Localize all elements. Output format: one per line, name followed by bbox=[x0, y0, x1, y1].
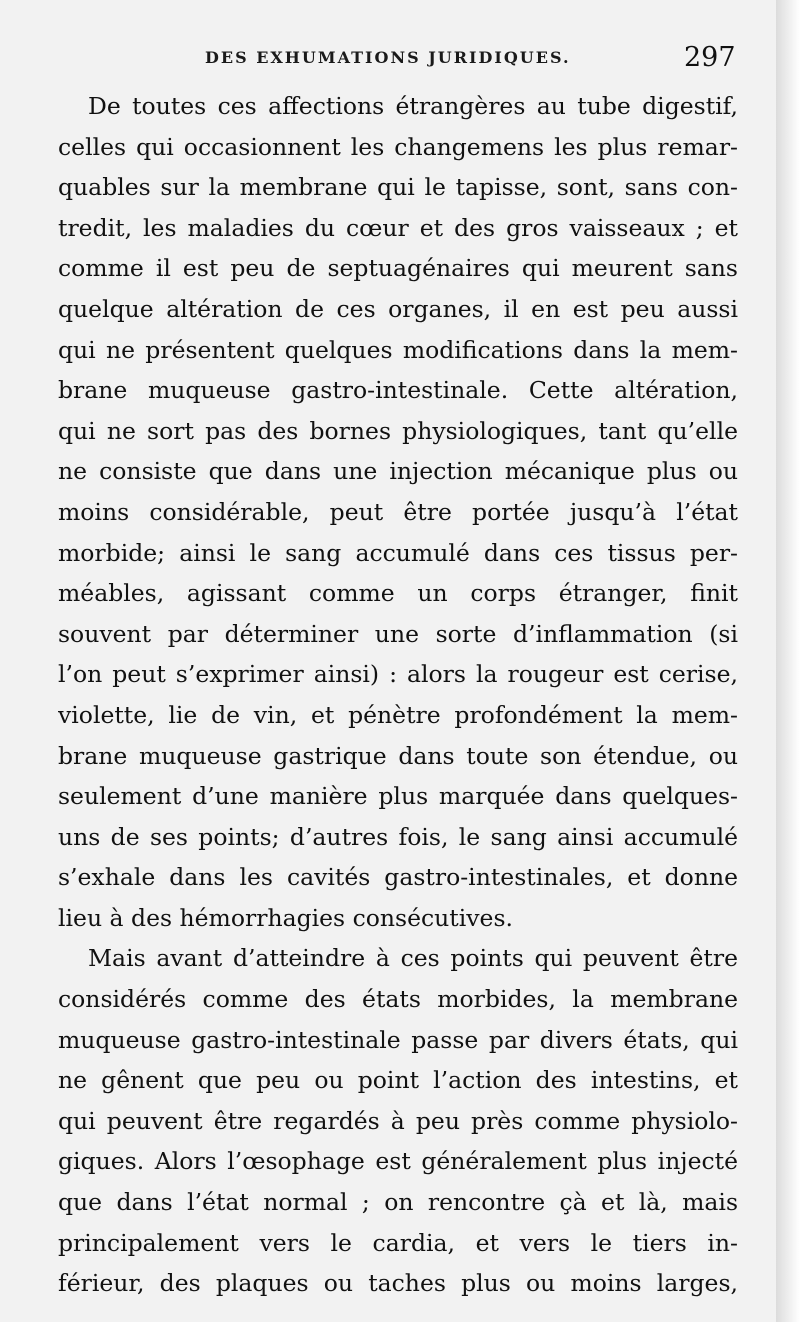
text-line: uns de ses points; d’autres fois, le sang ainsi accumulé bbox=[58, 822, 738, 851]
text-line: que dans l’état normal ; on rencontre çà et là, mais bbox=[58, 1188, 738, 1217]
text-line: qui ne présentent quelques modifications dans la mem- bbox=[58, 335, 738, 364]
text-line: seulement d’une manière plus marquée dans quelques- bbox=[58, 782, 738, 811]
text-line: ne gênent que peu ou point l’action des intestins, et bbox=[58, 1066, 738, 1095]
text-line: Mais avant d’atteindre à ces points qui peuvent être bbox=[88, 944, 738, 973]
text-line: brane muqueuse gastro-intestinale. Cette altération, bbox=[58, 376, 738, 405]
text-line: s’exhale dans les cavités gastro-intestinales, et donne bbox=[58, 863, 738, 892]
body-text bbox=[58, 86, 738, 1304]
text-line: considérés comme des états morbides, la membrane bbox=[58, 985, 738, 1014]
text-line: comme il est peu de septuagénaires qui meurent sans bbox=[58, 254, 738, 283]
running-title: DES EXHUMATIONS JURIDIQUES. bbox=[205, 48, 571, 67]
text-line: méables, agissant comme un corps étranger, finit bbox=[58, 579, 738, 608]
text-line: giques. Alors l’œsophage est généralement plus injecté bbox=[58, 1147, 738, 1176]
text-line: quables sur la membrane qui le tapisse, sont, sans con- bbox=[58, 173, 738, 202]
text-line: souvent par déterminer une sorte d’inflammation (si bbox=[58, 619, 738, 648]
page-number: 297 bbox=[684, 42, 736, 73]
page-edge-shadow bbox=[776, 0, 800, 1322]
text-line: qui ne sort pas des bornes physiologiques, tant qu’elle bbox=[58, 416, 738, 445]
text-line: moins considérable, peut être portée jusqu’à l’état bbox=[58, 497, 738, 526]
text-line: De toutes ces affections étrangères au tube digestif, bbox=[88, 92, 738, 120]
text-line: violette, lie de vin, et pénètre profondément la mem- bbox=[58, 700, 738, 729]
text-line: quelque altération de ces organes, il en est peu aussi bbox=[58, 294, 738, 323]
text-line: ne consiste que dans une injection mécanique plus ou bbox=[58, 457, 738, 486]
text-line: lieu à des hémorrhagies consécutives. bbox=[58, 903, 513, 932]
text-line: férieur, des plaques ou taches plus ou moins larges, bbox=[58, 1269, 738, 1298]
running-head bbox=[0, 42, 776, 82]
text-line: celles qui occasionnent les changemens les plus remar- bbox=[58, 132, 738, 161]
text-line: brane muqueuse gastrique dans toute son étendue, ou bbox=[58, 741, 738, 770]
text-line: l’on peut s’exprimer ainsi) : alors la rougeur est cerise, bbox=[58, 660, 738, 689]
text-line: principalement vers le cardia, et vers le tiers in- bbox=[58, 1228, 738, 1257]
text-line: qui peuvent être regardés à peu près comme physiolo- bbox=[58, 1106, 738, 1135]
text-line: muqueuse gastro-intestinale passe par divers états, qui bbox=[58, 1025, 738, 1054]
text-line: morbide; ainsi le sang accumulé dans ces tissus per- bbox=[58, 538, 738, 567]
text-line: tredit, les maladies du cœur et des gros vaisseaux ; et bbox=[58, 213, 738, 242]
